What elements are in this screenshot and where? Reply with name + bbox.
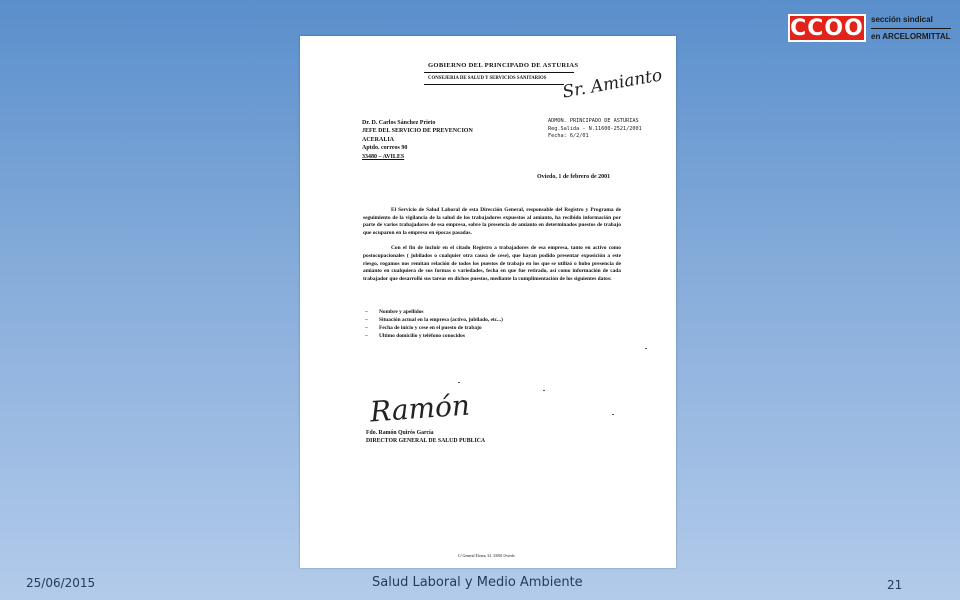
paragraph-1: El Servicio de Salud Laboral de esta Dirección General, responsable del Registro y Programa de seguimiento de la vigilancia de la salud de los trabajadores expuestos al amianto, ha recibido información por parte de varios trabajadores de esa empresa, sobre la presencia de amianto en determinados puestos de trabajo que ocuparon en la empresa en épocas pasadas. bbox=[363, 207, 621, 236]
logo-line-2: en ARCELORMITTAL bbox=[871, 28, 951, 42]
addressee-role: JEFE DEL SERVICIO DE PREVENCION bbox=[362, 128, 473, 135]
slide-date: 25/06/2015 bbox=[26, 576, 96, 590]
letterhead-government: GOBIERNO DEL PRINCIPADO DE ASTURIAS bbox=[428, 62, 579, 69]
letterhead-department: CONSEJERIA DE SALUD Y SERVICIOS SANITARIOS bbox=[428, 76, 547, 81]
signer-name: Fdo. Ramón Quirós García bbox=[366, 430, 434, 436]
letter-date: Oviedo, 1 de febrero de 2001 bbox=[537, 174, 611, 180]
list-item: – Fecha de inicio y cese en el puesto de trabajo bbox=[365, 325, 482, 331]
addressee-block bbox=[362, 119, 473, 161]
scan-speck bbox=[645, 348, 647, 349]
addressee-name: Dr. D. Carlos Sánchez Prieto bbox=[362, 120, 436, 126]
addressee-city: 33480 – AVILES bbox=[362, 153, 405, 160]
ccoo-logo bbox=[788, 14, 951, 42]
slide-number: 21 bbox=[887, 578, 903, 592]
list-item: – Situación actual en la empresa (activo, jubilado, etc...) bbox=[365, 317, 503, 323]
letter-body bbox=[363, 207, 621, 291]
scan-speck bbox=[458, 382, 460, 383]
stamp-line-2: Reg.Salida - N.11600-2521/2001 bbox=[548, 125, 642, 132]
signature: Ramón bbox=[368, 388, 471, 429]
scanned-letter bbox=[300, 36, 676, 568]
signer-title: DIRECTOR GENERAL DE SALUD PUBLICA bbox=[366, 437, 486, 444]
registry-stamp bbox=[548, 118, 642, 141]
logo-line-1: sección sindical bbox=[871, 15, 933, 24]
addressee-pobox: Aptdo. correos 90 bbox=[362, 145, 408, 152]
paragraph-2: Con el fin de incluir en el citado Registro a trabajadores de esa empresa, tanto en activo como postocupacionales ( jubilados o cualquier otra causa de cese), que hayan podido presentar exposición a este riesgo, rogamos nos remitan relación de todos los puestos de trabajo en los que se utilizó o hubo presencia de amianto en cualquiera de sus formas o variedades, fecha en que fue retirado, así como información de cada trabajador que desarrolló sus tareas en dichos puestos, mediante la cumplimentación de los siguientes datos: bbox=[363, 245, 621, 282]
letterhead-rule bbox=[424, 72, 574, 73]
signer-block bbox=[366, 430, 485, 445]
stamp-line-1: ADMON. PRINCIPADO DE ASTURIAS bbox=[548, 118, 639, 124]
scan-speck bbox=[543, 390, 545, 391]
stamp-line-3: Fecha: 6/2/01 bbox=[548, 133, 589, 140]
logo-caption bbox=[871, 14, 951, 42]
ccoo-logo-mark: CCOO bbox=[788, 14, 866, 42]
letter-footer-address: C/ General Elorza, 32. 33001 Oviedo bbox=[458, 554, 515, 558]
requested-data-list bbox=[365, 308, 503, 340]
addressee-company: ACERALIA bbox=[362, 136, 395, 143]
list-item: – Ultimo domicilio y teléfono conocidos bbox=[365, 333, 465, 339]
list-item: – Nombre y apellidos bbox=[365, 309, 424, 315]
handwritten-note: Sr. Amianto bbox=[561, 65, 664, 103]
scan-speck bbox=[612, 414, 614, 415]
slide-footer-title: Salud Laboral y Medio Ambiente bbox=[372, 575, 583, 590]
letterhead-rule-2 bbox=[424, 84, 564, 85]
